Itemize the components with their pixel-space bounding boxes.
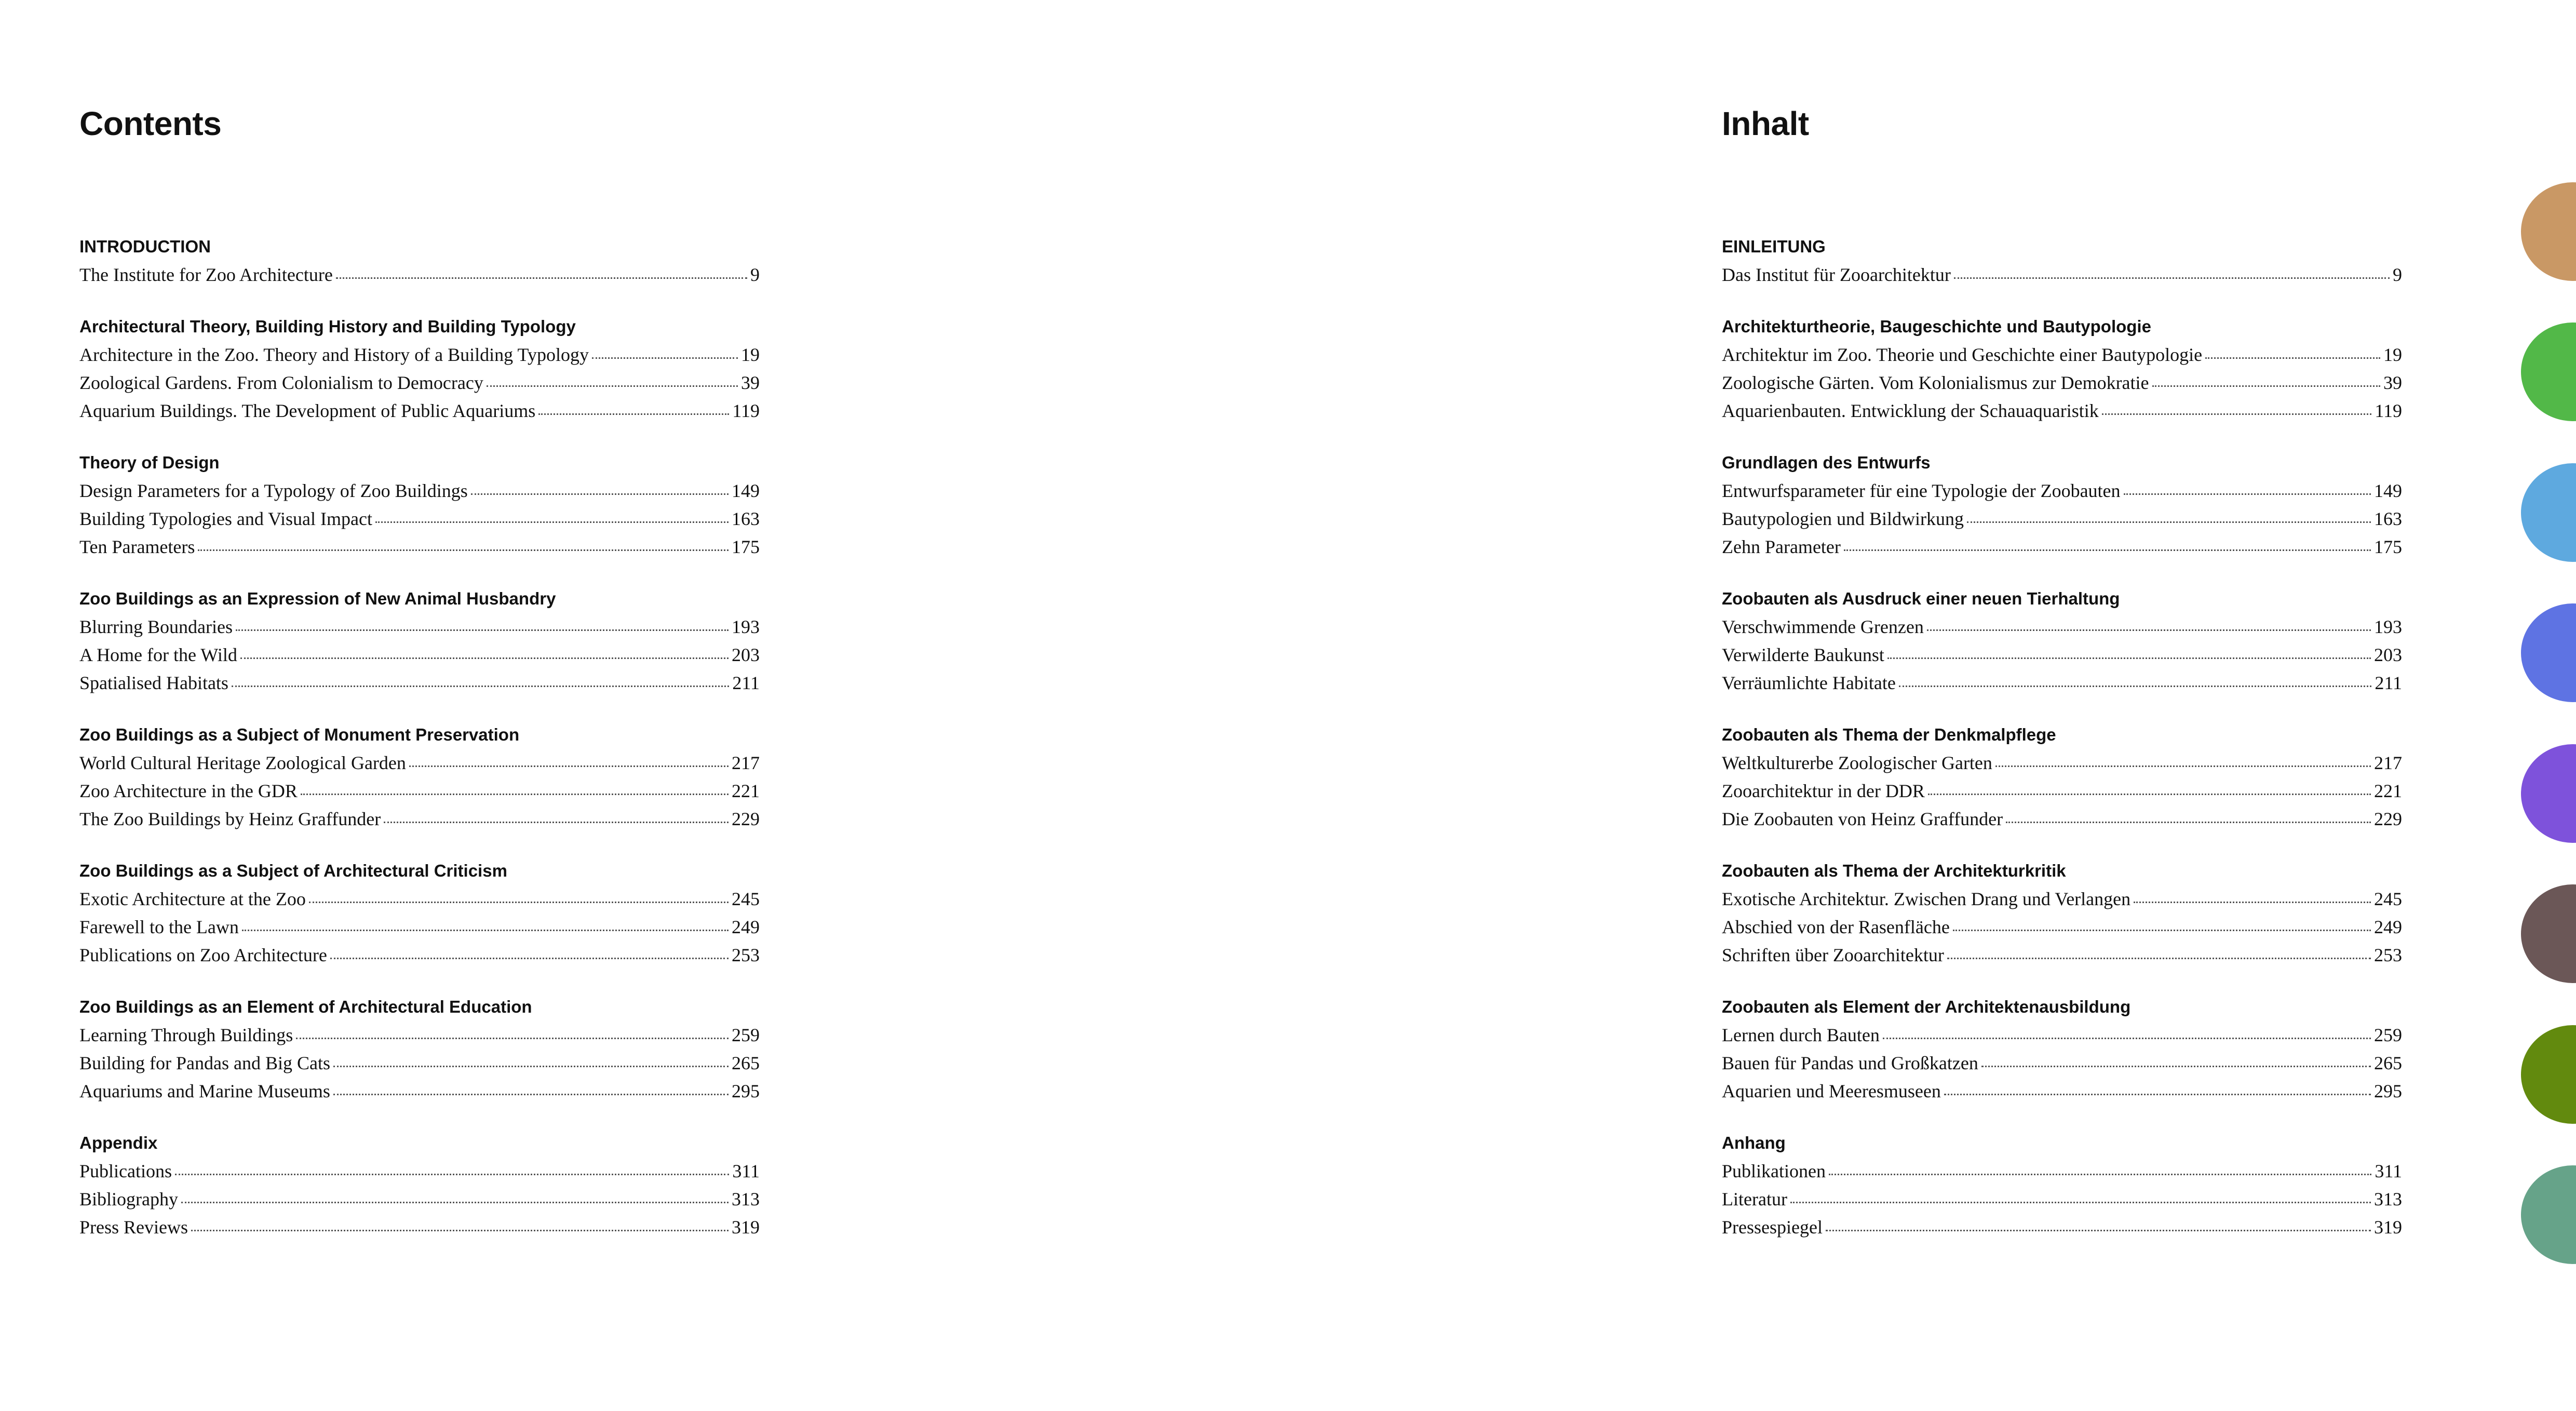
toc-entry[interactable] (1722, 369, 2402, 397)
dot-leader (487, 384, 738, 387)
section-heading: Zoobauten als Thema der Architekturkritik (1722, 861, 2066, 880)
entry-title: Exotische Architektur. Zwischen Drang und Verlangen (1722, 889, 2131, 909)
toc-entry[interactable] (1722, 261, 2402, 289)
dot-leader (409, 764, 729, 767)
section-heading: Zoobauten als Element der Architektenausbildung (1722, 997, 2131, 1016)
toc-entry[interactable] (79, 777, 760, 805)
dot-leader (538, 412, 729, 415)
page-number: 203 (732, 644, 760, 665)
dot-leader (198, 548, 729, 551)
entry-title: Zehn Parameter (1722, 536, 1841, 557)
dot-leader (1927, 628, 2371, 631)
dot-leader (175, 1173, 729, 1175)
page-number: 259 (2374, 1025, 2402, 1045)
section-heading: Architectural Theory, Building History and Building Typology (79, 317, 576, 336)
toc-entry[interactable] (1722, 1049, 2402, 1077)
toc-section (79, 313, 760, 425)
toc-entry[interactable] (79, 533, 760, 561)
section-heading: Grundlagen des Entwurfs (1722, 453, 1931, 472)
page-number: 249 (732, 917, 760, 937)
toc-section (1722, 1129, 2402, 1241)
toc-entry[interactable] (79, 1213, 760, 1241)
entry-title: A Home for the Wild (79, 644, 237, 665)
dot-leader (242, 929, 729, 931)
page-number: 175 (732, 536, 760, 557)
dot-leader (1981, 1065, 2371, 1067)
toc-section (1722, 313, 2402, 425)
table-of-contents (79, 233, 760, 1265)
page-number: 211 (2375, 673, 2402, 693)
toc-entry[interactable] (1722, 749, 2402, 777)
toc-entry[interactable] (79, 941, 760, 969)
toc-section (79, 857, 760, 969)
page-number: 149 (732, 480, 760, 501)
toc-entry[interactable] (1722, 1213, 2402, 1241)
toc-entry[interactable] (79, 805, 760, 833)
entry-title: Verschwimmende Grenzen (1722, 616, 1924, 637)
dot-leader (375, 520, 729, 523)
entry-title: Zoologische Gärten. Vom Kolonialismus zur Demokratie (1722, 372, 2149, 393)
entry-title: Verräumlichte Habitate (1722, 673, 1896, 693)
page-number: 311 (2375, 1161, 2402, 1181)
entry-title: Design Parameters for a Typology of Zoo Buildings (79, 480, 468, 501)
entry-title: Schriften über Zooarchitektur (1722, 945, 1944, 965)
entry-title: Das Institut für Zooarchitektur (1722, 264, 1951, 285)
dot-leader (1883, 1037, 2371, 1039)
entry-title: Press Reviews (79, 1217, 188, 1238)
page-number: 295 (2374, 1081, 2402, 1101)
entry-title: Publications on Zoo Architecture (79, 945, 327, 965)
dot-leader (2152, 384, 2380, 387)
page-number: 253 (2374, 945, 2402, 965)
dot-leader (232, 684, 729, 687)
section-color-marker (2521, 884, 2576, 983)
section-color-marker (2521, 603, 2576, 702)
toc-entry[interactable] (79, 613, 760, 641)
entry-title: Publications (79, 1161, 172, 1181)
entry-title: Architektur im Zoo. Theorie und Geschichte einer Bautypologie (1722, 344, 2203, 365)
entry-title: Abschied von der Rasenfläche (1722, 917, 1950, 937)
entry-title: Blurring Boundaries (79, 616, 233, 637)
dot-leader (240, 656, 729, 659)
toc-entry[interactable] (1722, 1077, 2402, 1105)
section-color-marker (2521, 1025, 2576, 1124)
page-title: Inhalt (1722, 105, 1809, 142)
toc-entry[interactable] (1722, 397, 2402, 425)
toc-entry[interactable] (79, 669, 760, 697)
page-number: 19 (741, 344, 760, 365)
dot-leader (1967, 520, 2371, 523)
toc-entry[interactable] (79, 1185, 760, 1213)
entry-title: Bautypologien und Bildwirkung (1722, 508, 1964, 529)
entry-title: Exotic Architecture at the Zoo (79, 889, 306, 909)
page-title: Contents (79, 105, 222, 142)
toc-entry[interactable] (79, 913, 760, 941)
section-color-marker (2521, 744, 2576, 843)
page-number: 229 (2374, 809, 2402, 829)
page-number: 19 (2383, 344, 2402, 365)
toc-section (1722, 993, 2402, 1105)
section-heading: Zoo Buildings as a Subject of Architectural Criticism (79, 861, 507, 880)
dot-leader (1826, 1229, 2371, 1231)
dot-leader (1995, 764, 2371, 767)
page-number: 175 (2374, 536, 2402, 557)
section-heading: Zoo Buildings as a Subject of Monument Preservation (79, 725, 520, 744)
page-number: 311 (732, 1161, 760, 1181)
toc-entry[interactable] (79, 1021, 760, 1049)
dot-leader (330, 957, 729, 959)
dot-leader (1953, 929, 2371, 931)
page-number: 265 (732, 1053, 760, 1073)
toc-section (79, 585, 760, 697)
toc-entry[interactable] (1722, 1157, 2402, 1185)
toc-entry[interactable] (79, 477, 760, 505)
toc-entry[interactable] (79, 749, 760, 777)
dot-leader (1944, 1093, 2371, 1095)
entry-title: Entwurfsparameter für eine Typologie der Zoobauten (1722, 480, 2121, 501)
section-heading: Architekturtheorie, Baugeschichte und Bautypologie (1722, 317, 2151, 336)
toc-entry[interactable] (1722, 1185, 2402, 1213)
toc-entry[interactable] (79, 1157, 760, 1185)
section-color-marker (2521, 1165, 2576, 1264)
entry-title: Ten Parameters (79, 536, 195, 557)
section-heading: Anhang (1722, 1133, 1786, 1152)
page-number: 229 (732, 809, 760, 829)
page-number: 217 (732, 752, 760, 773)
dot-leader (1954, 276, 2390, 279)
entry-title: Bibliography (79, 1189, 178, 1210)
page-number: 9 (750, 264, 760, 285)
page-number: 245 (2374, 889, 2402, 909)
entry-title: World Cultural Heritage Zoological Garden (79, 752, 406, 773)
dot-leader (384, 821, 729, 823)
toc-entry[interactable] (79, 261, 760, 289)
dot-leader (2102, 412, 2372, 415)
section-heading: Theory of Design (79, 453, 220, 472)
page-number: 163 (732, 508, 760, 529)
toc-entry[interactable] (1722, 613, 2402, 641)
dot-leader (181, 1201, 729, 1203)
entry-title: Zooarchitektur in der DDR (1722, 781, 1925, 801)
page-number: 119 (732, 400, 760, 421)
dot-leader (301, 792, 729, 795)
toc-entry[interactable] (79, 341, 760, 369)
entry-title: Publikationen (1722, 1161, 1826, 1181)
dot-leader (236, 628, 729, 631)
dot-leader (2124, 492, 2371, 495)
toc-section (79, 233, 760, 289)
entry-title: Farewell to the Lawn (79, 917, 239, 937)
entry-title: Aquarien und Meeresmuseen (1722, 1081, 1941, 1101)
entry-title: Lernen durch Bauten (1722, 1025, 1880, 1045)
page-number: 313 (2374, 1189, 2402, 1210)
entry-title: Building Typologies and Visual Impact (79, 508, 372, 529)
entry-title: Weltkulturerbe Zoologischer Garten (1722, 752, 1992, 773)
toc-entry[interactable] (1722, 505, 2402, 533)
dot-leader (336, 276, 747, 279)
entry-title: Aquarienbauten. Entwicklung der Schauaquaristik (1722, 400, 2099, 421)
toc-entry[interactable] (79, 885, 760, 913)
entry-title: Learning Through Buildings (79, 1025, 293, 1045)
page-number: 259 (732, 1025, 760, 1045)
page-number: 221 (732, 781, 760, 801)
entry-title: Literatur (1722, 1189, 1787, 1210)
dot-leader (2205, 356, 2380, 359)
section-color-marker (2521, 322, 2576, 421)
entry-title: Zoo Architecture in the GDR (79, 781, 298, 801)
entry-title: Bauen für Pandas und Großkatzen (1722, 1053, 1978, 1073)
dot-leader (1899, 684, 2371, 687)
page-number: 193 (2374, 616, 2402, 637)
entry-title: Zoological Gardens. From Colonialism to Democracy (79, 372, 483, 393)
entry-title: The Zoo Buildings by Heinz Graffunder (79, 809, 381, 829)
section-heading: Zoo Buildings as an Element of Architectural Education (79, 997, 532, 1016)
toc-entry[interactable] (1722, 913, 2402, 941)
toc-entry[interactable] (1722, 669, 2402, 697)
section-heading: Appendix (79, 1133, 158, 1152)
entry-title: The Institute for Zoo Architecture (79, 264, 333, 285)
toc-section (79, 721, 760, 833)
page-number: 9 (2393, 264, 2402, 285)
page-number: 163 (2374, 508, 2402, 529)
dot-leader (333, 1065, 729, 1067)
toc-entry[interactable] (79, 369, 760, 397)
entry-title: Building for Pandas and Big Cats (79, 1053, 330, 1073)
page-number: 203 (2374, 644, 2402, 665)
entry-title: Die Zoobauten von Heinz Graffunder (1722, 809, 2003, 829)
dot-leader (1928, 792, 2371, 795)
page-number: 217 (2374, 752, 2402, 773)
page-number: 119 (2375, 400, 2402, 421)
section-heading: INTRODUCTION (79, 237, 211, 256)
entry-title: Aquarium Buildings. The Development of Public Aquariums (79, 400, 536, 421)
entry-title: Pressespiegel (1722, 1217, 1823, 1238)
page-number: 193 (732, 616, 760, 637)
section-color-marker (2521, 182, 2576, 281)
dot-leader (592, 356, 738, 359)
dot-leader (1947, 957, 2371, 959)
toc-entry[interactable] (79, 1049, 760, 1077)
toc-section (79, 993, 760, 1105)
toc-entry[interactable] (1722, 805, 2402, 833)
page-number: 211 (732, 673, 760, 693)
dot-leader (471, 492, 729, 495)
dot-leader (1790, 1201, 2371, 1203)
section-color-marker (2521, 463, 2576, 562)
toc-entry[interactable] (1722, 533, 2402, 561)
section-heading: EINLEITUNG (1722, 237, 1826, 256)
page-number: 319 (2374, 1217, 2402, 1238)
entry-title: Verwilderte Baukunst (1722, 644, 1884, 665)
entry-title: Architecture in the Zoo. Theory and History of a Building Typology (79, 344, 589, 365)
toc-entry[interactable] (1722, 777, 2402, 805)
dot-leader (2006, 821, 2371, 823)
dot-leader (1844, 548, 2371, 551)
toc-entry[interactable] (1722, 1021, 2402, 1049)
page-number: 149 (2374, 480, 2402, 501)
toc-entry[interactable] (79, 1077, 760, 1105)
toc-entry[interactable] (1722, 641, 2402, 669)
dot-leader (1829, 1173, 2371, 1175)
table-of-contents (1722, 233, 2402, 1265)
section-heading: Zoobauten als Thema der Denkmalpflege (1722, 725, 2056, 744)
page-number: 295 (732, 1081, 760, 1101)
page-number: 249 (2374, 917, 2402, 937)
toc-entry[interactable] (79, 505, 760, 533)
toc-section (79, 1129, 760, 1241)
toc-section (1722, 585, 2402, 697)
toc-entry[interactable] (1722, 941, 2402, 969)
toc-entry[interactable] (1722, 477, 2402, 505)
section-heading: Zoobauten als Ausdruck einer neuen Tierhaltung (1722, 589, 2120, 608)
dot-leader (296, 1037, 729, 1039)
page-number: 221 (2374, 781, 2402, 801)
section-heading: Zoo Buildings as an Expression of New Animal Husbandry (79, 589, 556, 608)
toc-entry[interactable] (79, 641, 760, 669)
page-number: 313 (732, 1189, 760, 1210)
dot-leader (191, 1229, 729, 1231)
toc-entry[interactable] (1722, 341, 2402, 369)
page-number: 265 (2374, 1053, 2402, 1073)
page-number: 253 (732, 945, 760, 965)
toc-section (79, 449, 760, 561)
page-number: 39 (741, 372, 760, 393)
page-number: 39 (2383, 372, 2402, 393)
entry-title: Spatialised Habitats (79, 673, 228, 693)
toc-entry[interactable] (1722, 885, 2402, 913)
dot-leader (1887, 656, 2371, 659)
toc-section (1722, 857, 2402, 969)
dot-leader (2134, 901, 2371, 903)
page-number: 319 (732, 1217, 760, 1238)
toc-entry[interactable] (79, 397, 760, 425)
dot-leader (309, 901, 729, 903)
toc-section (1722, 233, 2402, 289)
toc-section (1722, 721, 2402, 833)
entry-title: Aquariums and Marine Museums (79, 1081, 330, 1101)
dot-leader (333, 1093, 729, 1095)
page-number: 245 (732, 889, 760, 909)
toc-section (1722, 449, 2402, 561)
